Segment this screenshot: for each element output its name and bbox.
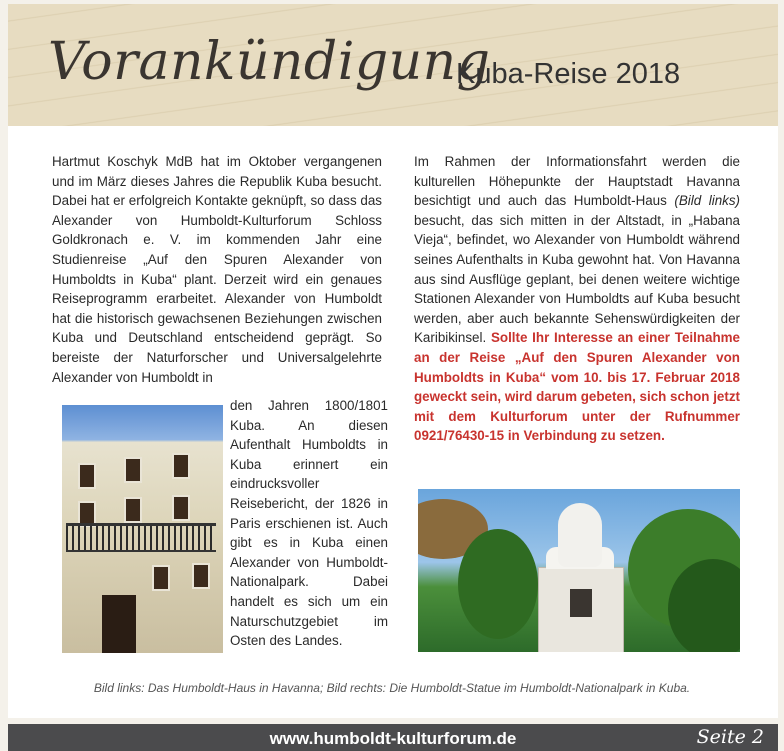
footer-bar bbox=[8, 724, 778, 751]
right-column bbox=[414, 152, 740, 446]
contact-highlight: Sollte Ihr Interesse an einer Teilnahme an der Reise „Auf den Spuren Alexander von Humboldts in Kuba“ vom 10. bis 17. Februar 2018 geweckt sein, wird darum gebeten, sich schon jetzt mit dem Kulturforum unter der Rufnummer 0921/76430-15 in Verbindung zu setzen. bbox=[414, 330, 740, 444]
humboldt-house-photo bbox=[62, 405, 223, 653]
website-link[interactable]: www.humboldt-kulturforum.de bbox=[269, 729, 517, 748]
image-caption: Bild links: Das Humboldt-Haus in Havanna; Bild rechts: Die Humboldt-Statue im Humboldt-Nationalpark in Kuba. bbox=[93, 681, 691, 695]
left-column bbox=[52, 152, 382, 387]
left-column-wrap-text: den Jahren 1800/1801 Kuba. An diesen Aufenthalt Humboldts in Kuba erinnert ein eindrucksvoller Reisebericht, der 1826 in Paris erschienen ist. Auch gibt es in Kuba einen Alexander von Humboldt-Nationalpark. Dabei handelt es sich um ein Naturschutzgebiet im Osten des Landes. bbox=[230, 398, 388, 649]
right-column-text: Im Rahmen der Informationsfahrt werden die kulturellen Höhepunkte der Hauptstadt Havanna besichtigt und auch das Humboldt-Haus (Bild links) besucht, das sich mitten in der Altstadt, in „Habana Vieja“, befindet, wo Alexander von Humboldt während seines Aufenthalts in Kuba gewohnt hat. Von Havanna aus sind Ausflüge geplant, bei denen weitere wichtige Stationen Alexander von Humboldts auf Kuba besucht werden, aber auch bekannte Sehenswürdigkeiten der Karibikinsel. Sollte Ihr Interesse an einer Teilnahme an der Reise „Auf den Spuren Alexander von Humboldts in Kuba“ vom 10. bis 17. Februar 2018 geweckt sein, wird darum gebeten, sich schon jetzt mit dem Kulturforum unter der Rufnummer 0921/76430-15 in Verbindung zu setzen. bbox=[414, 154, 740, 444]
header-banner bbox=[8, 4, 778, 126]
left-column-text: Hartmut Koschyk MdB hat im Oktober vergangenen und im März dieses Jahres die Republik Kuba besucht. Dabei hat er erfolgreich Kontakte geknüpft, so dass das Alexander von Humboldt-Kulturforum Schloss Goldkronach e. V. im kommenden Jahr eine Studienreise „Auf den Spuren Alexander von Humboldts in Kuba“ plant. Derzeit wird ein genaues Reiseprogramm erarbeitet. Alexander von Humboldt hat die historisch gewachsenen Beziehungen zwischen Kuba und Deutschland entscheidend geprägt. So bereiste der Naturforscher und Universalgelehrte Alexander von Humboldt in bbox=[52, 154, 382, 385]
page-number: Seite 2 bbox=[696, 726, 764, 748]
header-title: Vorankündigung bbox=[48, 32, 491, 92]
image-reference: (Bild links) bbox=[674, 193, 740, 209]
humboldt-statue-photo bbox=[418, 489, 740, 652]
header-subtitle: Kuba-Reise 2018 bbox=[456, 58, 681, 90]
